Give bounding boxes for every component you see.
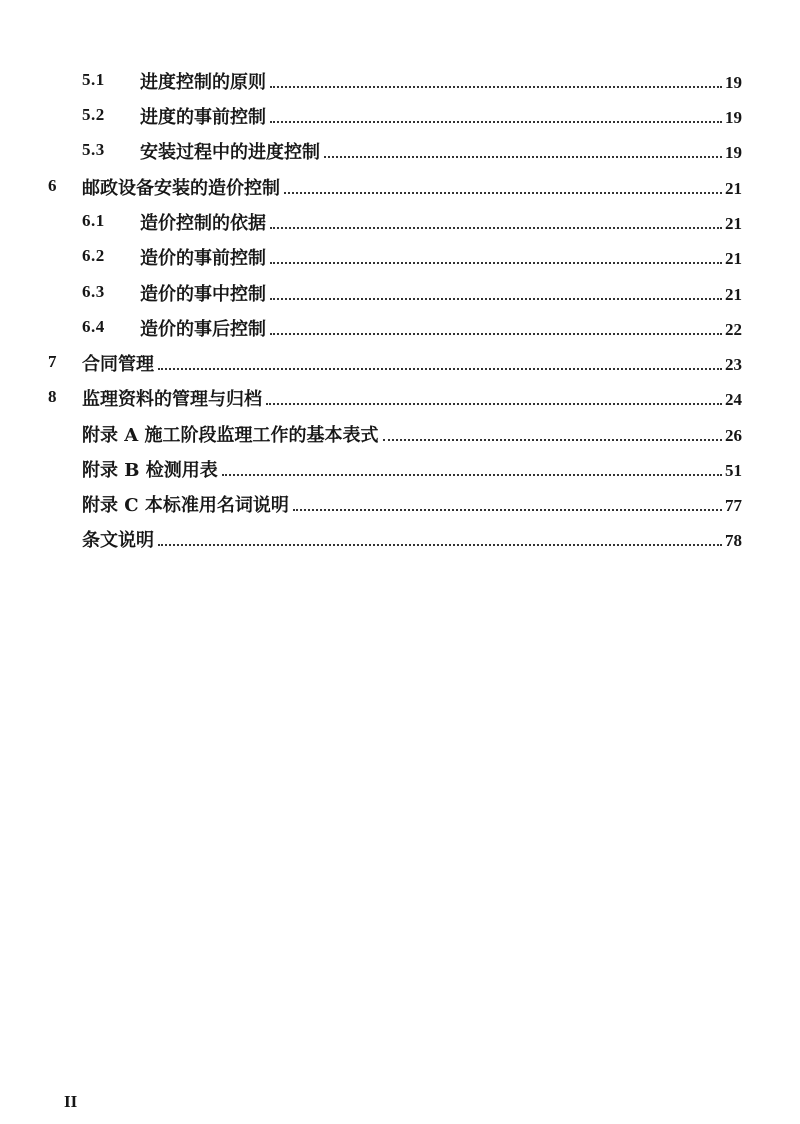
page-number: 77	[725, 496, 742, 515]
toc-entry-appendix-a[interactable]	[0, 417, 800, 451]
page-number: 21	[725, 249, 742, 268]
page-number: 19	[725, 143, 742, 162]
dot-leader	[270, 298, 722, 300]
toc-entry-appendix-c[interactable]	[0, 487, 800, 521]
section-number: 6	[48, 176, 57, 195]
toc-line	[140, 315, 742, 341]
dot-leader	[293, 509, 722, 511]
dot-leader	[270, 262, 722, 264]
toc-line	[140, 68, 742, 94]
page-number: 24	[725, 390, 742, 409]
section-number: 5.1	[82, 70, 105, 89]
toc-entry-8[interactable]	[0, 381, 800, 415]
toc-entry-appendix-b[interactable]	[0, 452, 800, 486]
appendix-title: 附录 B 检测用表	[82, 460, 218, 481]
page-number: 21	[725, 179, 742, 198]
page-number: 19	[725, 108, 742, 127]
dot-leader	[222, 474, 722, 476]
dot-leader	[324, 156, 722, 158]
dot-leader	[284, 192, 722, 194]
section-title: 造价控制的依据	[140, 213, 266, 234]
section-number: 5.2	[82, 105, 105, 124]
toc-line	[140, 244, 742, 270]
page-number: 51	[725, 461, 742, 480]
section-title: 邮政设备安装的造价控制	[82, 178, 280, 199]
section-title: 造价的事中控制	[140, 284, 266, 305]
section-title: 监理资料的管理与归档	[82, 389, 262, 410]
toc-line	[140, 280, 742, 306]
dot-leader	[158, 368, 722, 370]
toc-line	[140, 138, 742, 164]
footer-page-number: II	[64, 1092, 78, 1111]
section-title: 安装过程中的进度控制	[140, 142, 320, 163]
page-number: 78	[725, 531, 742, 550]
section-number: 5.3	[82, 140, 105, 159]
page-number: 19	[725, 73, 742, 92]
section-number: 8	[48, 387, 57, 406]
page-number: 23	[725, 355, 742, 374]
section-number: 6.1	[82, 211, 105, 230]
toc-entry-5-2[interactable]	[0, 99, 800, 133]
toc-entry-6-4[interactable]	[0, 311, 800, 345]
section-number: 6.4	[82, 317, 105, 336]
section-number: 6.3	[82, 282, 105, 301]
page-number: 26	[725, 426, 742, 445]
section-title: 合同管理	[82, 354, 154, 375]
page-number: 21	[725, 214, 742, 233]
page-number: 21	[725, 285, 742, 304]
appendix-title: 附录 A 施工阶段监理工作的基本表式	[82, 425, 379, 446]
section-title: 造价的事前控制	[140, 248, 266, 269]
toc-entry-7[interactable]	[0, 346, 800, 380]
toc-entry-6-1[interactable]	[0, 205, 800, 239]
toc-entry-6-2[interactable]	[0, 240, 800, 274]
section-title: 造价的事后控制	[140, 319, 266, 340]
page-number: 22	[725, 320, 742, 339]
section-title: 进度控制的原则	[140, 72, 266, 93]
toc-line	[82, 491, 742, 517]
toc-entry-5-3[interactable]	[0, 134, 800, 168]
dot-leader	[266, 403, 722, 405]
toc-line	[82, 456, 742, 482]
dot-leader	[270, 86, 722, 88]
dot-leader	[270, 333, 722, 335]
section-title: 进度的事前控制	[140, 107, 266, 128]
toc-line	[82, 385, 742, 411]
section-number: 6.2	[82, 246, 105, 265]
toc-line	[82, 174, 742, 200]
dot-leader	[270, 121, 722, 123]
toc-line	[82, 350, 742, 376]
toc-entry-explanation[interactable]	[0, 522, 800, 556]
appendix-title: 附录 C 本标准用名词说明	[82, 495, 289, 516]
toc-entry-6-3[interactable]	[0, 276, 800, 310]
section-number: 7	[48, 352, 57, 371]
toc-line	[140, 209, 742, 235]
toc-line	[82, 421, 742, 447]
toc-entry-5-1[interactable]	[0, 64, 800, 98]
dot-leader	[158, 544, 722, 546]
appendix-title: 条文说明	[82, 530, 154, 551]
toc-line	[82, 526, 742, 552]
toc-entry-6[interactable]	[0, 170, 800, 204]
dot-leader	[270, 227, 722, 229]
toc-line	[140, 103, 742, 129]
dot-leader	[383, 439, 723, 441]
